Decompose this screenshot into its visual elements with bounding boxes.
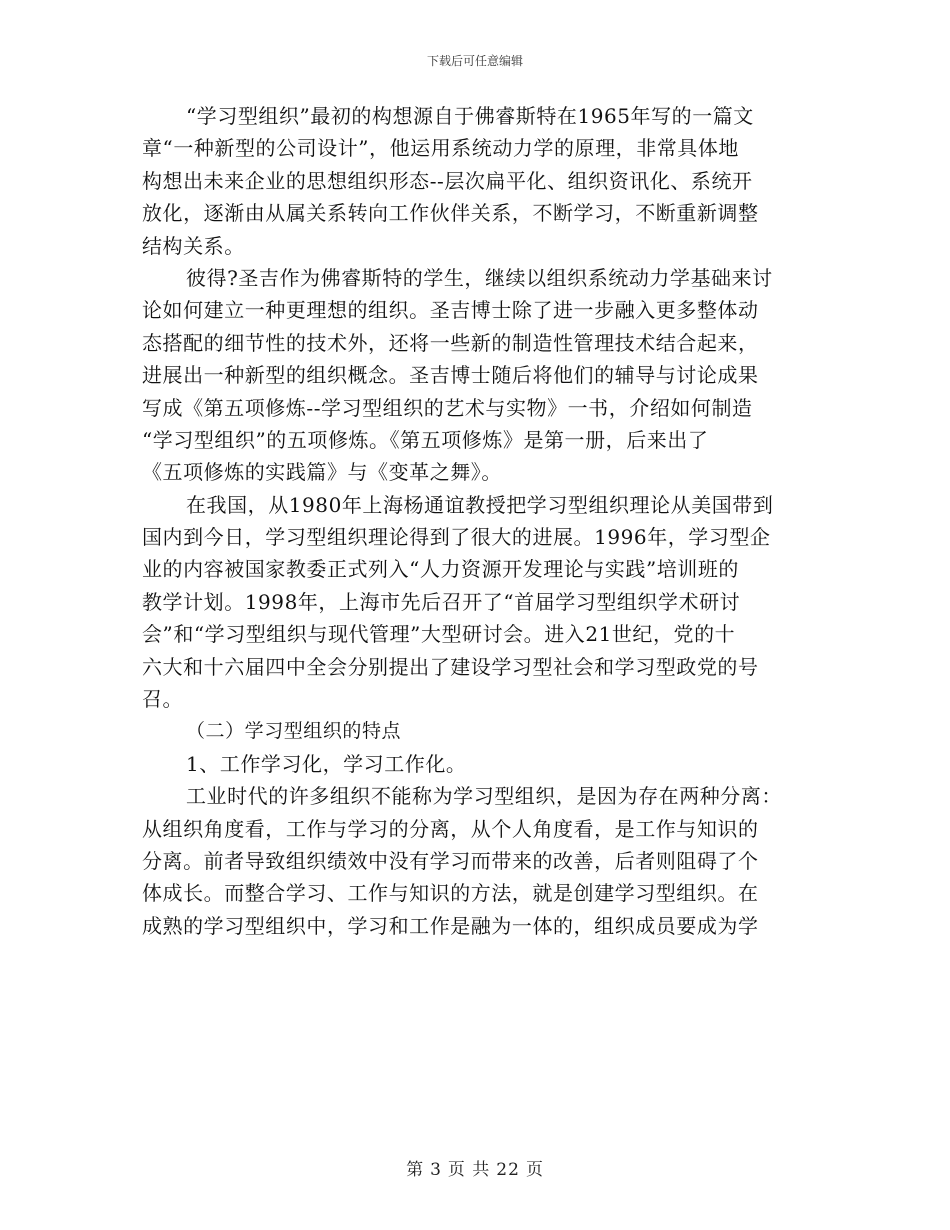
text-line: “学习型组织”最初的构想源自于佛睿斯特在1965年写的一篇文 bbox=[186, 104, 754, 128]
text-line: 结构关系。 bbox=[142, 233, 245, 258]
total-pages-number: 22 bbox=[496, 1160, 520, 1180]
document-body bbox=[142, 100, 812, 942]
section-heading: （二）学习型组织的特点 bbox=[186, 720, 402, 743]
text-line: 分离。前者导致组织绩效中没有学习而带来的改善，后者则阻碍了个 bbox=[142, 848, 759, 873]
subsection-heading: 1、工作学习化，学习工作化。 bbox=[186, 751, 467, 776]
page-footer bbox=[0, 1155, 950, 1180]
text-line: 会”和“学习型组织与现代管理”大型研讨会。进入21世纪，党的十 bbox=[142, 622, 736, 647]
text-line: 体成长。而整合学习、工作与知识的方法，就是创建学习型组织。在 bbox=[142, 881, 759, 906]
text-line: 召。 bbox=[142, 687, 184, 712]
text-line: 放化，逐渐由从属关系转向工作伙伴关系，不断学习，不断重新调整 bbox=[142, 201, 759, 226]
text-line: 国内到今日，学习型组织理论得到了很大的进展。1996年，学习型企 bbox=[142, 525, 771, 550]
text-line: 写成《第五项修炼--学习型组织的艺术与实物》一书，介绍如何制造 bbox=[142, 395, 753, 420]
text-line: 从组织角度看，工作与学习的分离，从个人角度看，是工作与知识的 bbox=[142, 816, 759, 841]
text-line: 章“一种新型的公司设计”，他运用系统动力学的原理，非常具体地 bbox=[142, 136, 739, 161]
text-line: 《五项修炼的实践篇》与《变革之舞》。 bbox=[142, 460, 502, 485]
footer-label-pages: 页 bbox=[525, 1160, 544, 1180]
footer-label-of: 页 共 bbox=[447, 1160, 491, 1180]
text-line: 进展出一种新型的组织概念。圣吉博士随后将他们的辅导与讨论成果 bbox=[142, 363, 759, 388]
text-line: 成熟的学习型组织中，学习和工作是融为一体的，组织成员要成为学 bbox=[142, 913, 759, 938]
text-line: 论如何建立一种更理想的组织。圣吉博士除了进一步融入更多整体动 bbox=[142, 298, 759, 323]
page-header: 下载后可任意编辑 bbox=[426, 54, 523, 68]
text-line: 态搭配的细节性的技术外，还将一些新的制造性管理技术结合起来， bbox=[142, 330, 759, 355]
text-line: 在我国，从1980年上海杨通谊教授把学习型组织理论从美国带到 bbox=[186, 492, 774, 517]
footer-label-page: 第 bbox=[406, 1160, 425, 1180]
text-line: 六大和十六届四中全会分别提出了建设学习型社会和学习型政党的号 bbox=[142, 654, 759, 679]
current-page-number: 3 bbox=[430, 1160, 442, 1180]
text-line: 构想出未来企业的思想组织形态--层次扁平化、组织资讯化、系统开 bbox=[142, 168, 753, 193]
text-line: “学习型组织”的五项修炼。《第五项修炼》是第一册，后来出了 bbox=[142, 427, 709, 452]
text-line: 教学计划。1998年，上海市先后召开了“首届学习型组织学术研讨 bbox=[142, 589, 741, 614]
text-line: 工业时代的许多组织不能称为学习型组织，是因为存在两种分离： bbox=[186, 784, 782, 809]
text-line: 彼得?圣吉作为佛睿斯特的学生，继续以组织系统动力学基础来讨 bbox=[186, 265, 773, 290]
text-line: 业的内容被国家教委正式列入“人力资源开发理论与实践”培训班的 bbox=[142, 557, 739, 582]
